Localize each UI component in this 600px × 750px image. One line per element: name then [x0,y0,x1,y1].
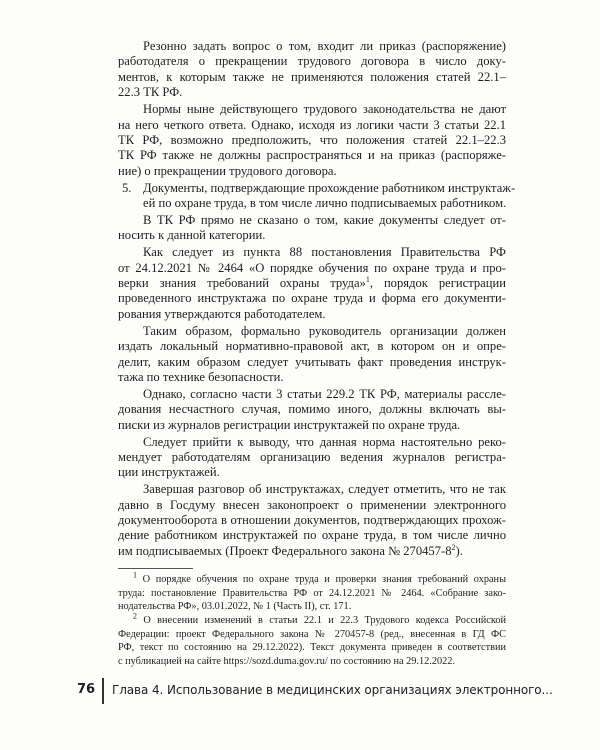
list-number: 5. [122,180,132,195]
footnote-mark: 2 [133,611,137,621]
text-line: от 24.12.2021 № 2464 «О порядке обучения по охране труда и про- [118,260,506,275]
footnote-text: О внесении изменений в статьи 22.1 и 22.3 Трудового кодекса Российской [143,615,506,626]
text-line: 22.3 ТК РФ. [118,85,183,100]
text-line: тажа по технике безопасности. [118,369,284,384]
footnote-mark: 1 [133,570,137,580]
footnote-ref: 1 [365,274,370,284]
text-line: Нормы ныне действующего трудового законодательства не дают [143,102,506,117]
text-line: Документы, подтверждающие прохождение работником инструктаж- [143,180,516,195]
footnote-text: О порядке обучения по охране труда и проверки знания требований охраны [142,574,506,586]
text-line: писки из журналов регистрации инструктажей по охране труда. [118,417,461,432]
text-line: документооборота в отношении документов, подтверждающих прохож- [118,513,506,527]
footnote-separator [118,568,193,569]
text-line: ментов, к которым также не применяются положения статей 22.1– [118,69,506,84]
text-segment: ). [455,543,463,558]
text-segment: верки знания требований охраны труда» [118,276,366,290]
text-line: Следует прийти к выводу, что данная норма настоятельно реко- [143,434,506,449]
text-line: носить к данной категории. [118,228,266,243]
text-line: рования утверждаются работодателем. [118,306,326,321]
text-line: Однако, согласно части 3 статьи 229.2 ТК РФ, материалы рассле- [143,386,506,401]
text-line: на него четкого ответа. Однако, исходя из логики части 3 статьи 22.1 [118,117,506,132]
text-line: дования несчастного случая, помимо иного, должны включать вы- [118,402,506,417]
text-line: Как следует из пункта 88 постановления Правительства РФ [143,245,506,260]
text-line: ТК РФ, возможно предположить, что положения статей 22.1–22.3 [118,132,506,147]
text-segment: , порядок регистрации [369,276,506,290]
text-line: Резонно задать вопрос о том, входит ли приказ (распоряжение) [143,39,506,53]
footnote-line: с публикацией на сайте https://sozd.duma.gov.ru/ по состоянию на 29.12.2022. [118,655,456,667]
running-head: Глава 4. Использование в медицинских организациях электронного... [112,683,553,698]
text-line: мендует работодателям организацию ведения журналов регистра- [118,449,506,464]
text-line: ции инструктажей. [118,465,220,480]
text-line: ТК РФ также не должны распространяться и на приказ (распоряже- [118,148,506,163]
text-line: работодателя о прекращении трудового договора в число доку- [118,54,506,69]
text-line: ей по охране труда, в том числе лично подписываемых работником. [143,196,507,210]
page-number: 76 [77,682,96,698]
footnote-line: РФ, текст по состоянию на 29.12.2022). Текст документа приведен в соответствии [118,642,506,654]
text-line: проведенного инструктажа по охране труда и форма его документи- [118,291,506,306]
footnote-line: труда: постановление Правительства РФ от 24.12.2021 № 2464. «Собрание зако- [118,587,506,599]
text-line: дение работником инструктажей по охране труда, в том числе лично [118,528,506,543]
footnote-line [133,611,506,628]
footnote-ref: 2 [451,542,456,552]
text-line: издать локальный нормативно-правовой акт, в котором он и опре- [118,339,506,354]
text-line: ние) о прекращении трудового договора. [118,163,337,178]
text-line [118,543,463,559]
footnote-line [133,570,506,587]
text-line: В ТК РФ прямо не сказано о том, какие документы следует от- [143,212,506,227]
text-line: делит, каким образом следует учитывать факт проведения инструк- [118,354,506,369]
text-line: Таким образом, формально руководитель организации должен [143,323,506,338]
footnote-line: нодательства РФ», 03.01.2022, № 1 (Часть II), ст. 171. [118,601,352,613]
footnote-line: Федерации: проект Федерального закона № 270457-8 (ред., внесенная в ГД ФС [118,628,506,640]
text-line: давно в Госдуму внесен законопроект о применении электронного [118,497,506,512]
text-line: Завершая разговор об инструктажах, следует отметить, что не так [143,482,506,497]
footer-divider [102,678,104,704]
text-line [118,275,506,291]
text-segment: им подписываемых (Проект Федерального закона № 270457-8 [118,543,452,558]
